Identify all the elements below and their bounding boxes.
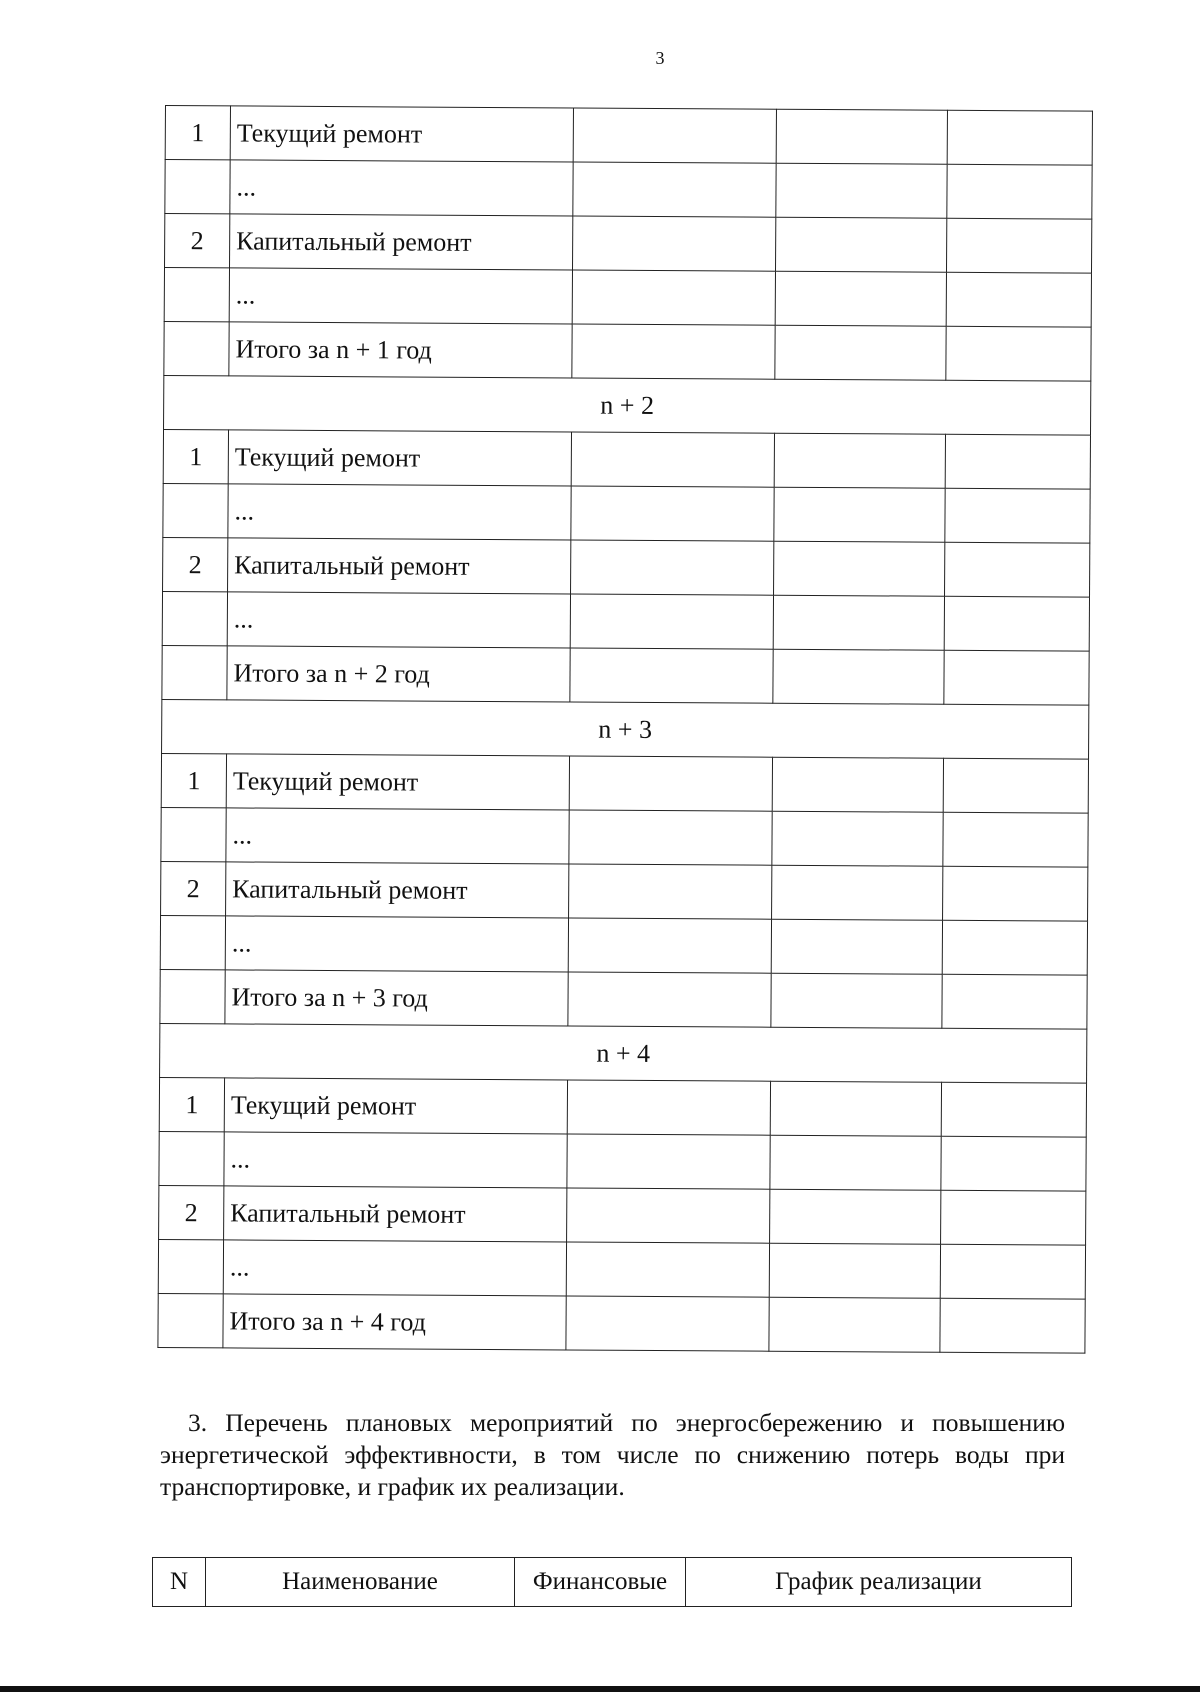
empty-cell bbox=[772, 865, 943, 920]
empty-cell bbox=[567, 1188, 770, 1243]
row-name: ... bbox=[224, 1132, 567, 1188]
empty-cell bbox=[942, 920, 1087, 975]
empty-cell bbox=[940, 1298, 1085, 1353]
table-row bbox=[162, 591, 1089, 651]
row-number: 1 bbox=[161, 753, 226, 807]
empty-cell bbox=[946, 272, 1091, 327]
empty-cell bbox=[945, 488, 1090, 543]
row-number bbox=[158, 1293, 223, 1347]
row-name: Капитальный ремонт bbox=[226, 862, 569, 918]
empty-cell bbox=[775, 271, 946, 326]
row-number bbox=[158, 1239, 223, 1293]
section-3-paragraph: 3. Перечень плановых мероприятий по энергосбережению и повышению энергетической эффективности, в том числе по снижению потерь воды при транспортировке, и график их реализации. bbox=[160, 1408, 1065, 1501]
energy-measures-table bbox=[152, 1557, 1072, 1607]
table-row bbox=[163, 429, 1090, 489]
row-number: 2 bbox=[165, 214, 230, 268]
empty-cell bbox=[569, 810, 772, 865]
table-row bbox=[165, 160, 1092, 220]
table-header-row bbox=[153, 1558, 1072, 1607]
table-row bbox=[160, 969, 1087, 1029]
empty-cell bbox=[944, 650, 1089, 705]
empty-cell bbox=[569, 756, 772, 811]
empty-cell bbox=[945, 434, 1090, 489]
row-number bbox=[162, 591, 227, 645]
year-row bbox=[162, 699, 1089, 759]
row-number: 2 bbox=[161, 861, 226, 915]
empty-cell bbox=[572, 216, 775, 271]
header-name: Наименование bbox=[206, 1558, 515, 1607]
row-number: 1 bbox=[163, 429, 228, 483]
row-name: ... bbox=[228, 484, 571, 540]
row-name: Текущий ремонт bbox=[230, 106, 573, 162]
empty-cell bbox=[945, 542, 1090, 597]
row-number: 1 bbox=[159, 1077, 224, 1131]
table-row bbox=[165, 214, 1092, 274]
empty-cell bbox=[943, 812, 1088, 867]
table-row bbox=[164, 268, 1091, 328]
table-row bbox=[159, 1185, 1086, 1245]
year-row bbox=[164, 375, 1091, 435]
table-row bbox=[165, 106, 1092, 166]
year-label: n + 2 bbox=[164, 375, 1091, 435]
row-name: Итого за n + 2 год bbox=[227, 646, 570, 702]
row-number: 2 bbox=[163, 537, 228, 591]
row-name: Текущий ремонт bbox=[224, 1078, 567, 1134]
empty-cell bbox=[568, 918, 771, 973]
year-row bbox=[160, 1023, 1087, 1083]
row-name: Итого за n + 1 год bbox=[229, 322, 572, 378]
row-number bbox=[163, 483, 228, 537]
row-number: 2 bbox=[159, 1185, 224, 1239]
table-row bbox=[163, 483, 1090, 543]
table-row bbox=[158, 1293, 1085, 1353]
row-name: Текущий ремонт bbox=[226, 754, 569, 810]
row-name: ... bbox=[227, 592, 570, 648]
empty-cell bbox=[571, 432, 774, 487]
empty-cell bbox=[571, 540, 774, 595]
table-row bbox=[161, 861, 1088, 921]
empty-cell bbox=[946, 326, 1091, 381]
table-row bbox=[158, 1239, 1085, 1299]
row-number bbox=[160, 915, 225, 969]
empty-cell bbox=[572, 270, 775, 325]
empty-cell bbox=[775, 217, 946, 272]
table-row bbox=[161, 807, 1088, 867]
table-row bbox=[159, 1077, 1086, 1137]
empty-cell bbox=[942, 974, 1087, 1029]
row-name: ... bbox=[223, 1240, 566, 1296]
empty-cell bbox=[940, 1244, 1085, 1299]
row-name: ... bbox=[226, 808, 569, 864]
empty-cell bbox=[770, 1081, 941, 1136]
empty-cell bbox=[772, 757, 943, 812]
row-number bbox=[164, 268, 229, 322]
empty-cell bbox=[569, 864, 772, 919]
empty-cell bbox=[566, 1242, 769, 1297]
row-name: Текущий ремонт bbox=[228, 430, 571, 486]
table-row bbox=[163, 537, 1090, 597]
empty-cell bbox=[769, 1297, 940, 1352]
table-row bbox=[162, 645, 1089, 705]
empty-cell bbox=[769, 1243, 940, 1298]
empty-cell bbox=[566, 1296, 769, 1351]
row-name: Итого за n + 3 год bbox=[225, 970, 568, 1026]
empty-cell bbox=[941, 1190, 1086, 1245]
empty-cell bbox=[776, 163, 947, 218]
empty-cell bbox=[567, 1134, 770, 1189]
row-name: Капитальный ремонт bbox=[224, 1186, 567, 1242]
empty-cell bbox=[773, 595, 944, 650]
empty-cell bbox=[771, 973, 942, 1028]
empty-cell bbox=[573, 162, 776, 217]
empty-cell bbox=[775, 325, 946, 380]
empty-cell bbox=[947, 164, 1092, 219]
table-row bbox=[164, 321, 1091, 381]
row-name: ... bbox=[229, 268, 572, 324]
row-number bbox=[164, 321, 229, 375]
empty-cell bbox=[943, 758, 1088, 813]
row-number bbox=[161, 807, 226, 861]
empty-cell bbox=[572, 324, 775, 379]
empty-cell bbox=[567, 1080, 770, 1135]
empty-cell bbox=[774, 541, 945, 596]
empty-cell bbox=[571, 486, 774, 541]
empty-cell bbox=[570, 648, 773, 703]
header-schedule: График реализации bbox=[686, 1558, 1072, 1607]
row-number bbox=[165, 160, 230, 214]
empty-cell bbox=[941, 1082, 1086, 1137]
row-number bbox=[160, 969, 225, 1023]
table-row bbox=[161, 753, 1088, 813]
table-row bbox=[160, 915, 1087, 975]
empty-cell bbox=[774, 433, 945, 488]
empty-cell bbox=[573, 108, 776, 163]
header-number: N bbox=[153, 1558, 206, 1607]
row-number: 1 bbox=[165, 106, 230, 160]
row-name: Капитальный ремонт bbox=[230, 214, 573, 270]
empty-cell bbox=[772, 811, 943, 866]
empty-cell bbox=[947, 110, 1092, 165]
empty-cell bbox=[946, 218, 1091, 273]
year-label: n + 4 bbox=[160, 1023, 1087, 1083]
empty-cell bbox=[568, 972, 771, 1027]
year-label: n + 3 bbox=[162, 699, 1089, 759]
empty-cell bbox=[770, 1189, 941, 1244]
empty-cell bbox=[774, 487, 945, 542]
header-finance: Финансовые bbox=[515, 1558, 686, 1607]
row-name: ... bbox=[225, 916, 568, 972]
empty-cell bbox=[941, 1136, 1086, 1191]
empty-cell bbox=[773, 649, 944, 704]
row-number bbox=[162, 645, 227, 699]
empty-cell bbox=[776, 109, 947, 164]
row-name: Капитальный ремонт bbox=[228, 538, 571, 594]
empty-cell bbox=[943, 866, 1088, 921]
repair-plan-table bbox=[157, 105, 1093, 1354]
empty-cell bbox=[570, 594, 773, 649]
empty-cell bbox=[771, 919, 942, 974]
page-number: 3 bbox=[655, 48, 665, 68]
empty-cell bbox=[770, 1135, 941, 1190]
row-name: ... bbox=[230, 160, 573, 216]
row-name: Итого за n + 4 год bbox=[223, 1294, 566, 1350]
table-row bbox=[159, 1131, 1086, 1191]
bottom-rule bbox=[0, 1686, 1200, 1692]
row-number bbox=[159, 1131, 224, 1185]
empty-cell bbox=[944, 596, 1089, 651]
